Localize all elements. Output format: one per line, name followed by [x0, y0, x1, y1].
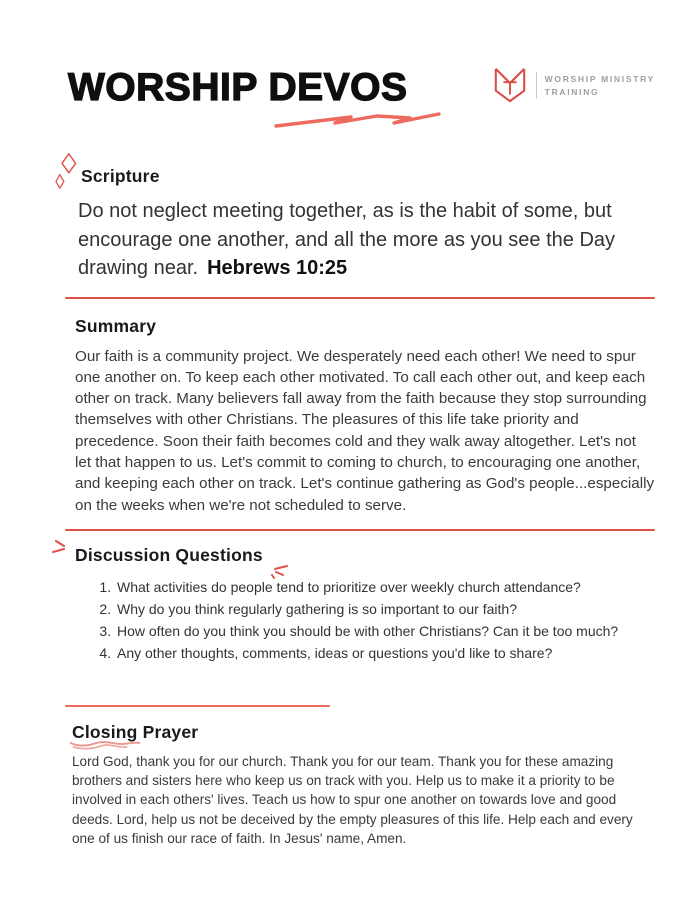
question-item: 1. What activities do people tend to prioritize over weekly church attendance?: [115, 576, 655, 598]
burst-left-icon: [51, 539, 69, 559]
verse-text: Do not neglect meeting together, as is the habit of some, but encourage one another, and all the more as you see the Day drawing near.: [78, 200, 616, 279]
section-divider-1: [65, 297, 655, 299]
wmt-monogram-icon: [492, 66, 528, 104]
page-title: WORSHIP DEVOS: [68, 66, 408, 109]
header: [65, 66, 655, 110]
closing-word: Closing: [72, 721, 138, 742]
discussion-heading: Discussion Questions: [75, 544, 263, 565]
question-item: 4. Any other thoughts, comments, ideas or questions you'd like to share?: [115, 642, 655, 664]
scripture-heading: Scripture: [81, 166, 160, 186]
summary-body: Our faith is a community project. We desperately need each other! We need to spur one another on. To keep each other motivated. To call each other out, and keep each other on track. Many believers fall away from the faith because they stop surrounding themselves with other Christians. The pleasures of this life take priority and precedence. Soon their faith becomes cold and they walk away altogether. Let's not let that happen to us. Let's commit to coming to church, to encouraging one another, and keeping each other on track. Let's continue gathering as God's people...especially on the weeks when we're not scheduled to serve.: [75, 347, 655, 514]
scripture-reference: Hebrews 10:25: [207, 257, 348, 279]
closing-prayer-heading: [72, 722, 655, 743]
title-block: [65, 66, 408, 110]
summary-section: [65, 316, 655, 516]
summary-heading: Summary: [75, 315, 157, 336]
closing-prayer-section: [65, 722, 655, 848]
question-list: [93, 576, 655, 664]
heading-underline-squiggle-icon: [69, 739, 141, 751]
scripture-verse: [78, 197, 655, 283]
discussion-section: [65, 545, 655, 664]
brand-logo: [492, 66, 655, 104]
section-divider-3: [65, 705, 330, 707]
logo-text-line2: TRAINING: [544, 86, 600, 97]
burst-right-icon: [269, 562, 289, 580]
logo-divider: [536, 72, 537, 99]
logo-text-line1: WORSHIP MINISTRY: [544, 73, 655, 84]
section-divider-2: [65, 529, 655, 531]
question-item: 3. How often do you think you should be with other Christians? Can it be too much?: [115, 620, 655, 642]
question-item: 2. Why do you think regularly gathering is so important to our faith?: [115, 598, 655, 620]
scripture-section: [65, 152, 655, 283]
logo-text: [545, 74, 655, 97]
closing-prayer-body: Lord God, thank you for our church. Thank you for our team. Thank you for these amazing brothers and sisters here who keep us on track with you. Help us to make it a priority to be involved in each others' lives. Teach us how to spur one another on towards love and good deeds. Lord, help us not be deceived by the empty pleasures of this life. Help each and every one of us finish our race of faith. In Jesus' name, Amen.: [72, 753, 633, 847]
sparkle-icon: [55, 152, 79, 190]
title-underline-squiggle-icon: [273, 110, 445, 130]
prayer-word: Prayer: [142, 721, 199, 742]
